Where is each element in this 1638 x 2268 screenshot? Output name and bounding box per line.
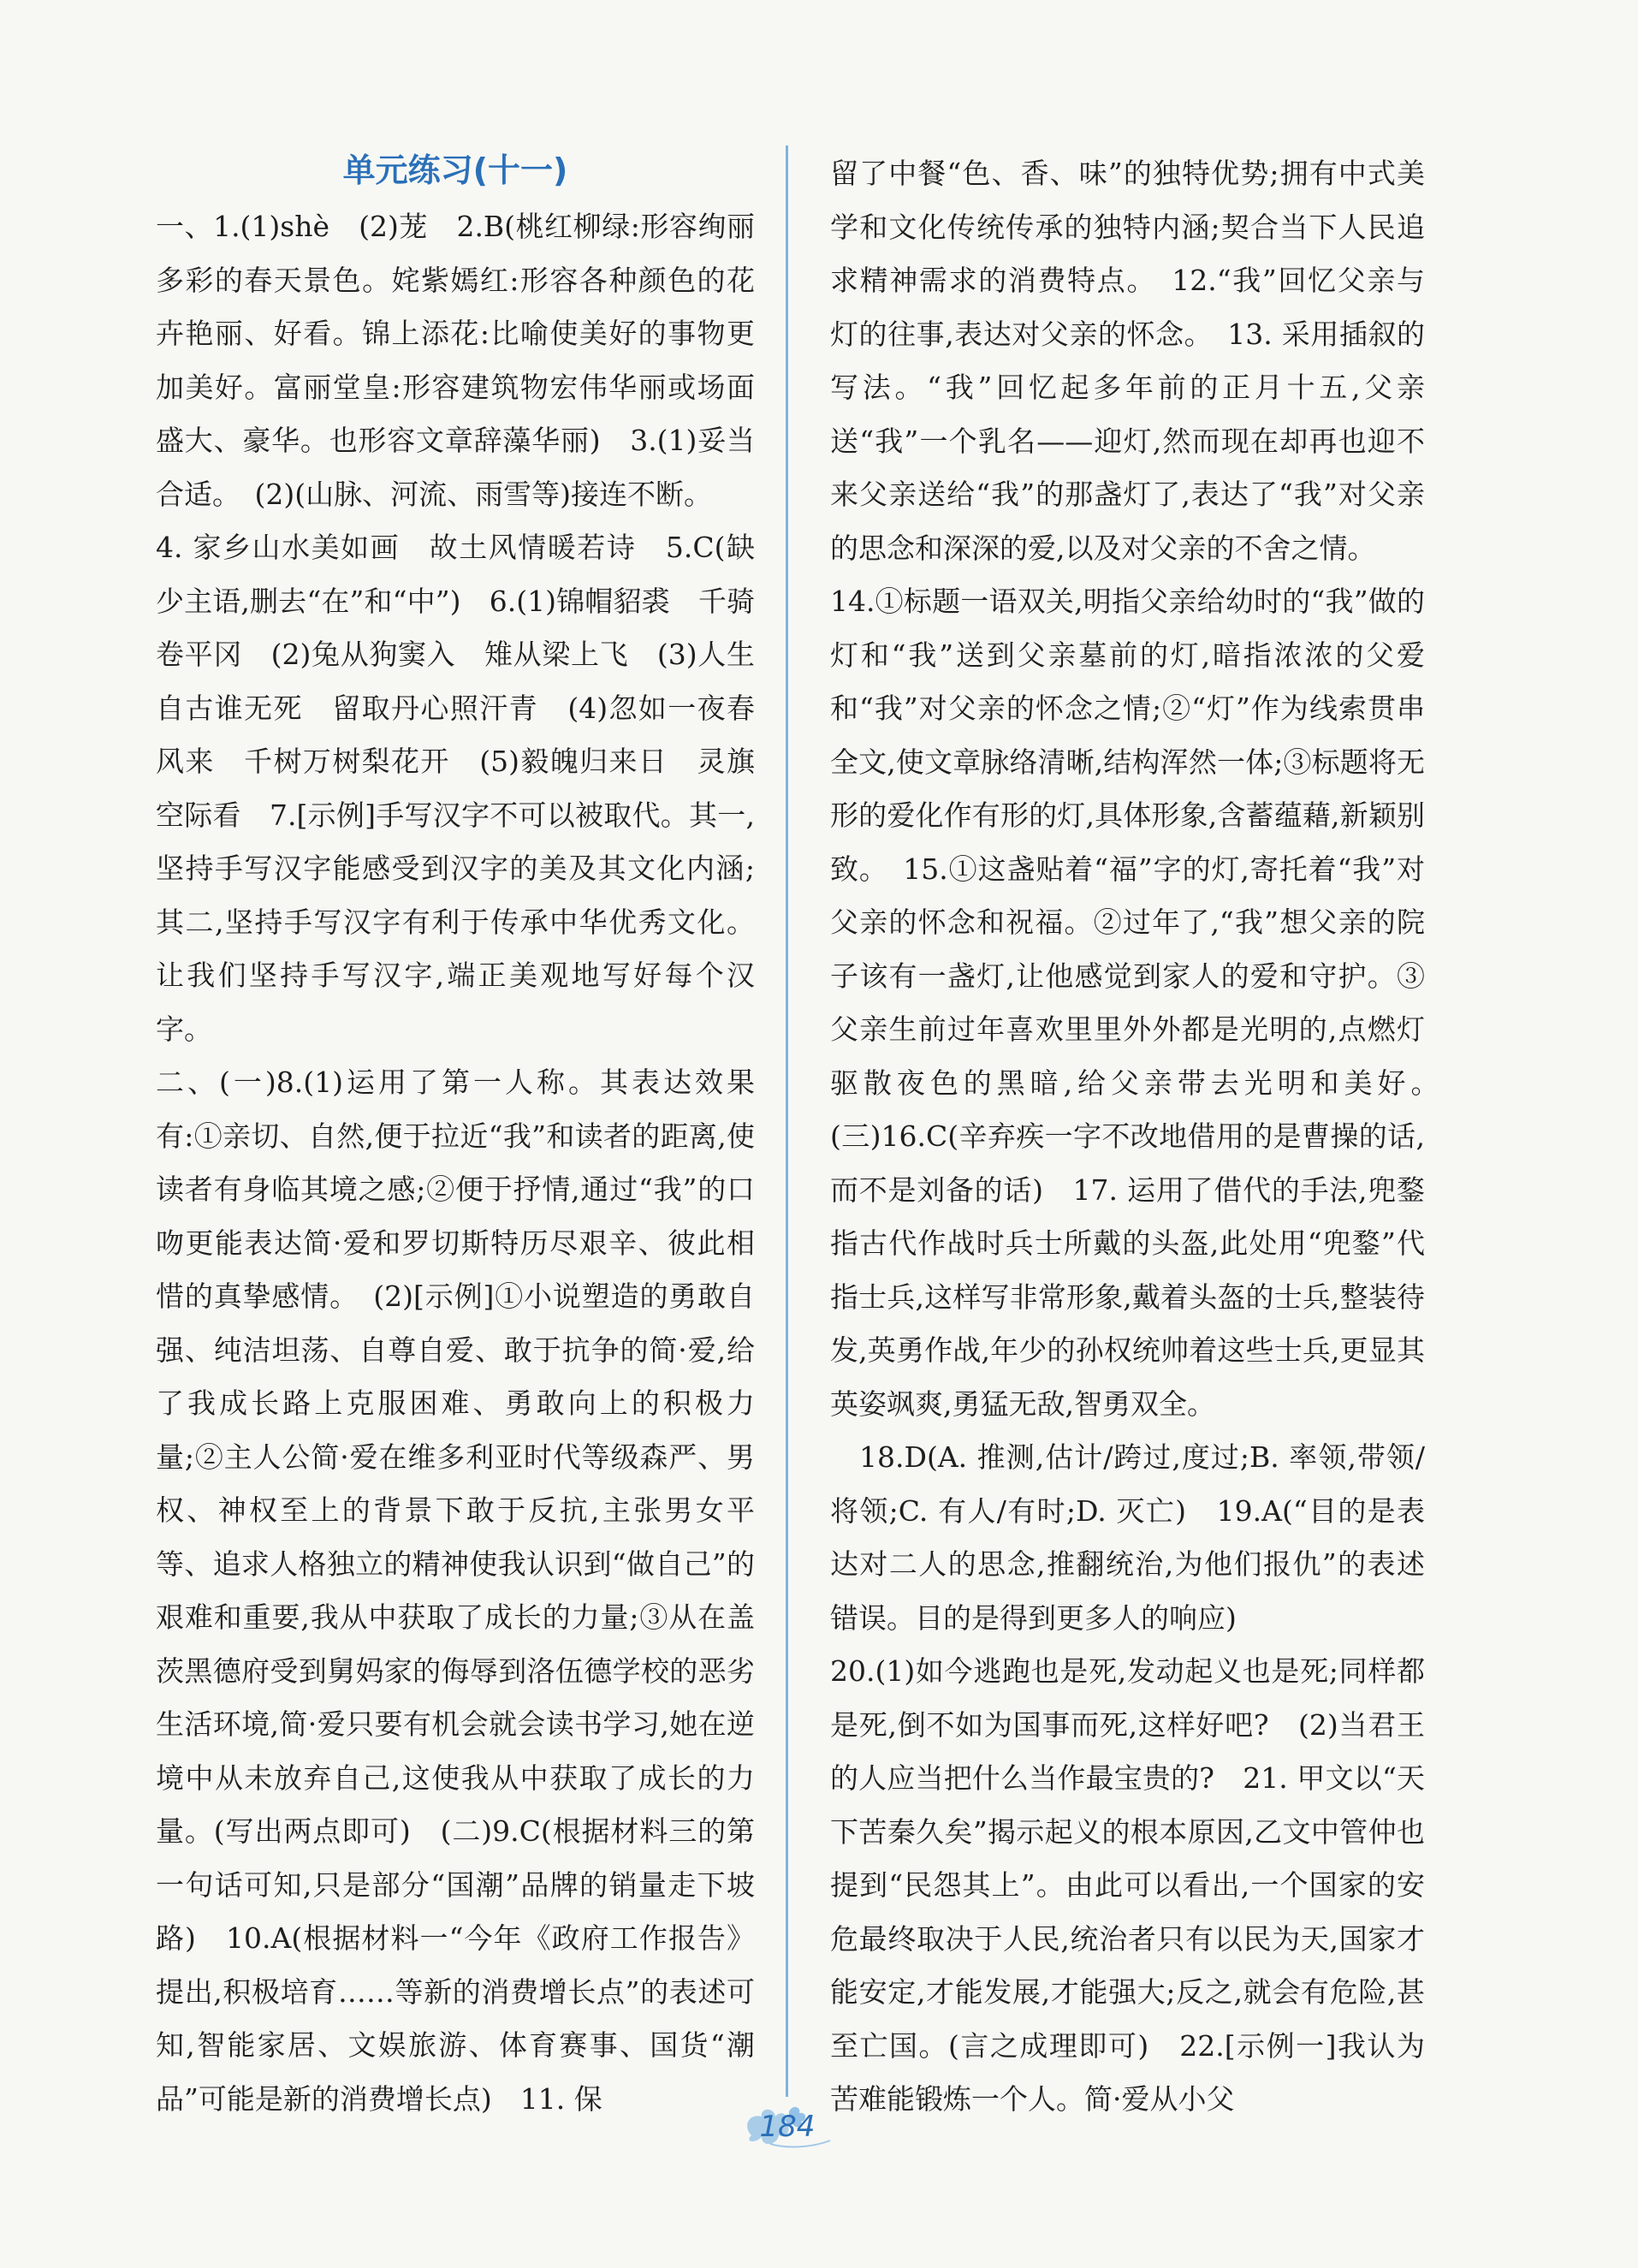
paragraph: 二、(一)8.(1)运用了第一人称。其表达效果有:①亲切、自然,便于拉近“我”和读者的距离,使读者有身临其境之感;②便于抒情,通过“我”的口吻更能表达简·爱和罗切斯特历尽艰辛、彼此相惜的真挚感情。 (2)[示例]①小说塑造的勇敢自强、纯洁坦荡、自尊自爱、敢于抗争的简·爱,给了我成长路上克服困难、勇敢向上的积极力量;②主人公简·爱在维多利亚时代等级森严、男权、神权至上的背景下敢于反抗,主张男女平等、追求人格独立的精神使我认识到“做自己”的艰难和重要,我从中获取了成长的力量;③从在盖茨黑德府受到舅妈家的侮辱到洛伍德学校的恶劣生活环境,简·爱只要有机会就会读书学习,她在逆境中从未放弃自己,这使我从中获取了成长的力量。(写出两点即可) (二)9.C(根据材料三的第一句话可知,只是部分“国潮”品牌的销量走下坡路) 10.A(根据材料一“今年《政府工作报告》提出,积极培育……等新的消费增长点”的表述可知,智能家居、文娱旅游、体育赛事、国货“潮品”可能是新的消费增长点) 11. 保 <box>156 1066 755 2116</box>
paragraph: 18.D(A. 推测,估计/跨过,度过;B. 率领,带领/将领;C. 有人/有时;D. 灭亡) 19.A(“目的是表达对二人的思念,推翻统治,为他们报仇”的表述错误。目的是得到更多人的响应) <box>830 1440 1425 1635</box>
paragraph: 20.(1)如今逃跑也是死,发动起义也是死;同样都是死,倒不如为国事而死,这样好吧? (2)当君王的人应当把什么当作最宝贵的? 21. 甲文以“天下苦秦久矣”揭示起义的根本原因,乙文中管仲也提到“民怨其上”。由此可以看出,一个国家的安危最终取决于人民,统治者只有以民为天,国家才能安定,才能发展,才能强大;反之,就会有危险,甚至亡国。(言之成理即可) 22.[示例一]我认为苦难能锻炼一个人。简·爱从小父 <box>830 1654 1425 2116</box>
left-column <box>156 200 755 2126</box>
right-column <box>830 147 1453 2127</box>
page-number <box>736 2101 839 2152</box>
paragraph: 4. 家乡山水美如画 故土风情暖若诗 5.C(缺少主语,删去“在”和“中”) 6.(1)锦帽貂裘 千骑卷平冈 (2)兔从狗窦入 雉从梁上飞 (3)人生自古谁无死 留取丹心照汗青 (4)忽如一夜春风来 千树万树梨花开 (5)毅魄归来日 灵旗空际看 7.[示例]手写汉字不可以被取代。其一,坚持手写汉字能感受到汉字的美及其文化内涵;其二,坚持手写汉字有利于传承中华优秀文化。让我们坚持手写汉字,端正美观地写好每个汉字。 <box>156 531 755 1046</box>
paragraph: 14.①标题一语双关,明指父亲给幼时的“我”做的灯和“我”送到父亲墓前的灯,暗指浓浓的父爱和“我”对父亲的怀念之情;②“灯”作为线索贯串全文,使文章脉络清晰,结构浑然一体;③标题将无形的爱化作有形的灯,具体形象,含蓄蕴藉,新颖别致。 15.①这盏贴着“福”字的灯,寄托着“我”对父亲的怀念和祝福。②过年了,“我”想父亲的院子该有一盏灯,让他感觉到家人的爱和守护。③父亲生前过年喜欢里里外外都是光明的,点燃灯驱散夜色的黑暗,给父亲带去光明和美好。 (三)16.C(辛弃疾一字不改地借用的是曹操的话,而不是刘备的话) 17. 运用了借代的手法,兜鍪指古代作战时兵士所戴的头盔,此处用“兜鍪”代指士兵,这样写非常形象,戴着头盔的士兵,整装待发,英勇作战,年少的孙权统帅着这些士兵,更显其英姿飒爽,勇猛无敌,智勇双全。 <box>830 585 1453 1421</box>
page-title: 单元练习(十一) <box>342 151 568 189</box>
paragraph: 一、1.(1)shè (2)茏 2.B(桃红柳绿:形容绚丽多彩的春天景色。姹紫嫣红:形容各种颜色的花卉艳丽、好看。锦上添花:比喻使美好的事物更加美好。富丽堂皇:形容建筑物宏伟华丽或场面盛大、豪华。也形容文章辞藻华丽) 3.(1)妥当合适。 (2)(山脉、河流、雨雪等)接连不断。 <box>156 210 755 511</box>
column-divider <box>786 145 788 2097</box>
page-number-text: 184 <box>759 2110 816 2144</box>
paragraph: 留了中餐“色、香、味”的独特优势;拥有中式美学和文化传统传承的独特内涵;契合当下人民追求精神需求的消费特点。 12.“我”回忆父亲与灯的往事,表达对父亲的怀念。 13. 采用插叙的写法。“我”回忆起多年前的正月十五,父亲送“我”一个乳名——迎灯,然而现在却再也迎不来父亲送给“我”的那盏灯了,表达了“我”对父亲的思念和深深的爱,以及对父亲的不舍之情。 <box>830 157 1425 565</box>
